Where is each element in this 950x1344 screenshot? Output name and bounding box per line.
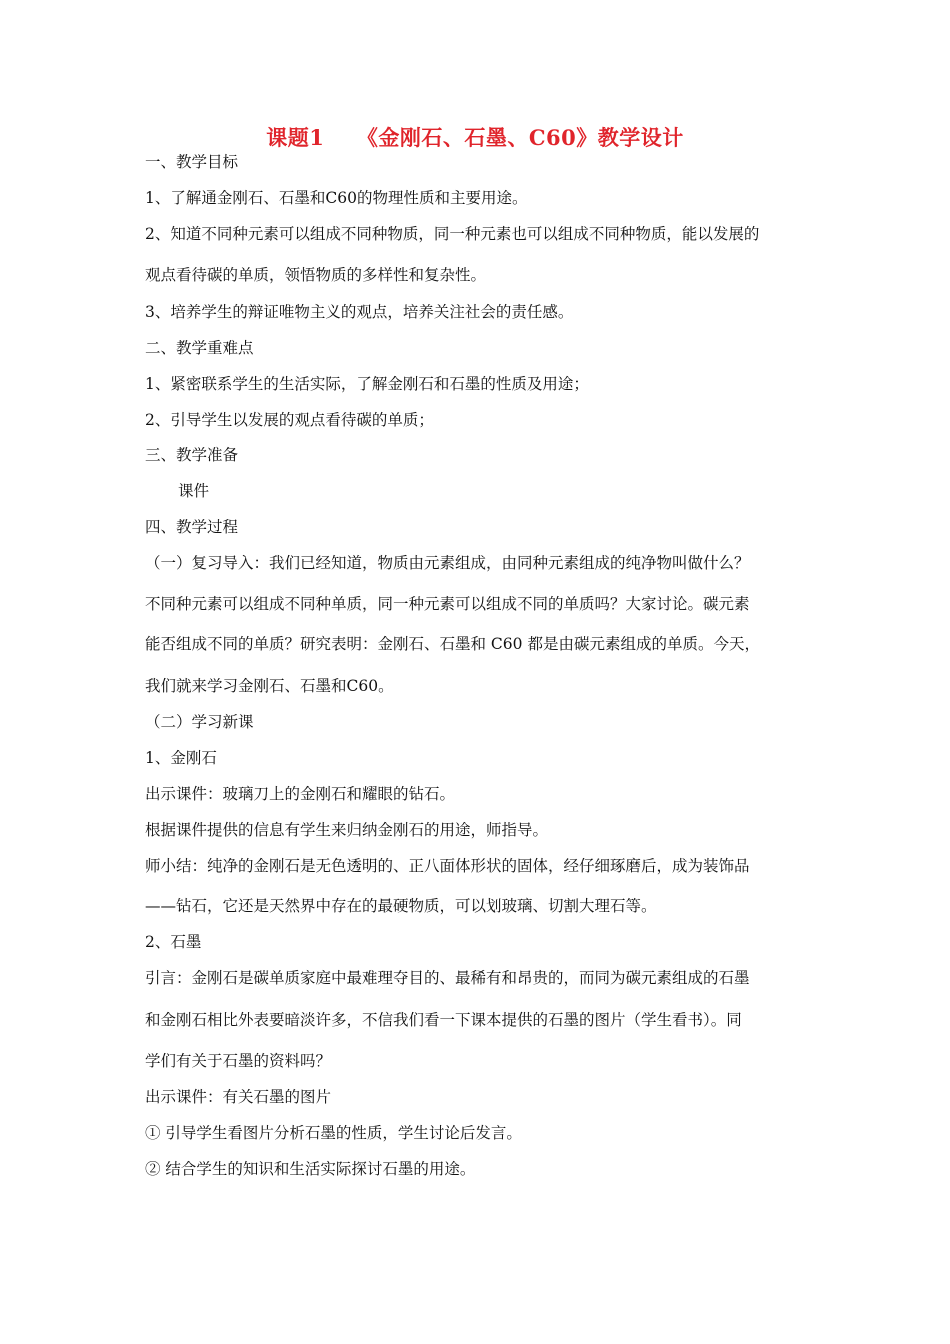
- heading-process: 四、教学过程: [145, 518, 239, 536]
- heading-new-lesson: （二）学习新课: [145, 713, 254, 731]
- graphite-step-1: ① 引导学生看图片分析石墨的性质，学生讨论后发言。: [145, 1124, 522, 1142]
- graphite-intro-line-1: 引言：金刚石是碳单质家庭中最难理夺目的、最稀有和昂贵的，而同为碳元素组成的石墨: [145, 969, 750, 987]
- heading-graphite: 2、石墨: [145, 933, 202, 951]
- review-intro-line-1: （一）复习导入：我们已经知道，物质由元素组成，由同种元素组成的纯净物叫做什么？: [145, 554, 750, 572]
- diamond-courseware: 出示课件：玻璃刀上的金刚石和耀眼的钻石。: [145, 785, 456, 803]
- diamond-summarize: 根据课件提供的信息有学生来归纳金刚石的用途，师指导。: [145, 821, 549, 839]
- heading-objectives: 一、教学目标: [145, 153, 239, 171]
- teacher-summary-line-2: ——钻石，它还是天然界中存在的最硬物质，可以划玻璃、切割大理石等。: [145, 897, 657, 915]
- key-point-2: 2、引导学生以发展的观点看待碳的单质；: [145, 411, 434, 429]
- graphite-intro-line-3: 学们有关于石墨的资料吗？: [145, 1052, 332, 1070]
- review-intro-line-3: 能否组成不同的单质？研究表明：金刚石、石墨和 C60 都是由碳元素组成的单质。今天，: [145, 635, 760, 653]
- objective-3: 3、培养学生的辩证唯物主义的观点，培养关注社会的责任感。: [145, 303, 574, 321]
- objective-1: 1、了解通金刚石、石墨和C60的物理性质和主要用途。: [145, 189, 528, 207]
- objective-2-line-2: 观点看待碳的单质，领悟物质的多样性和复杂性。: [145, 266, 487, 284]
- heading-key-points: 二、教学重难点: [145, 339, 254, 357]
- document-title: 课题1 《金刚石、石墨、C60》教学设计: [266, 125, 684, 150]
- heading-preparation: 三、教学准备: [145, 446, 239, 464]
- heading-diamond: 1、金刚石: [145, 749, 217, 767]
- graphite-courseware: 出示课件：有关石墨的图片: [145, 1088, 332, 1106]
- teacher-summary-line-1: 师小结：纯净的金刚石是无色透明的、正八面体形状的固体，经仔细琢磨后，成为装饰品: [145, 857, 750, 875]
- review-intro-line-4: 我们就来学习金刚石、石墨和C60。: [145, 677, 394, 695]
- key-point-1: 1、紧密联系学生的生活实际，了解金刚石和石墨的性质及用途；: [145, 375, 589, 393]
- graphite-intro-line-2: 和金刚石相比外表要暗淡许多，不信我们看一下课本提供的石墨的图片（学生看书）。同: [145, 1011, 742, 1029]
- graphite-step-2: ② 结合学生的知识和生活实际探讨石墨的用途。: [145, 1160, 476, 1178]
- review-intro-line-2: 不同种元素可以组成不同种单质，同一种元素可以组成不同的单质吗？大家讨论。碳元素: [145, 595, 750, 613]
- objective-2-line-1: 2、知道不同种元素可以组成不同种物质，同一种元素也可以组成不同种物质，能以发展的: [145, 225, 760, 243]
- preparation-item: 课件: [178, 482, 210, 500]
